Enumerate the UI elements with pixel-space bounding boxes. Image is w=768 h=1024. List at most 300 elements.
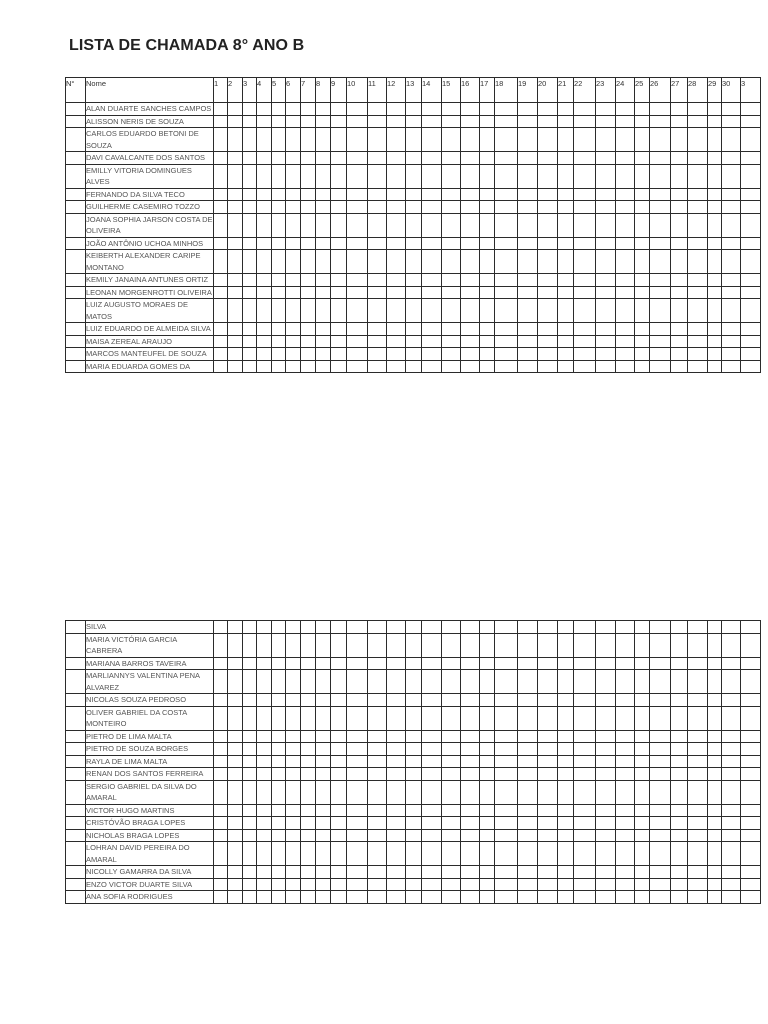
attendance-cell-day-25[interactable] (635, 633, 650, 657)
attendance-cell-day-14[interactable] (422, 706, 442, 730)
attendance-cell-day-29[interactable] (708, 201, 722, 214)
attendance-cell-day-22[interactable] (574, 730, 596, 743)
attendance-cell-day-26[interactable] (650, 213, 671, 237)
attendance-cell-day-17[interactable] (480, 115, 495, 128)
attendance-cell-day-7[interactable] (301, 348, 316, 361)
attendance-cell-day-29[interactable] (708, 633, 722, 657)
attendance-cell-day-16[interactable] (461, 115, 480, 128)
attendance-cell-day-3[interactable] (243, 657, 257, 670)
attendance-cell-day-12[interactable] (387, 633, 406, 657)
attendance-cell-day-18[interactable] (495, 730, 518, 743)
attendance-cell-day-19[interactable] (518, 743, 538, 756)
attendance-cell-day-17[interactable] (480, 633, 495, 657)
attendance-cell-day-15[interactable] (442, 250, 461, 274)
attendance-cell-day-24[interactable] (616, 250, 635, 274)
attendance-cell-day-18[interactable] (495, 348, 518, 361)
attendance-cell-day-9[interactable] (331, 829, 347, 842)
attendance-cell-day-2[interactable] (228, 164, 243, 188)
attendance-cell-day-15[interactable] (442, 633, 461, 657)
attendance-cell-day-25[interactable] (635, 335, 650, 348)
attendance-cell-day-27[interactable] (671, 755, 688, 768)
attendance-cell-day-23[interactable] (596, 633, 616, 657)
attendance-cell-day-13[interactable] (406, 213, 422, 237)
attendance-cell-day-22[interactable] (574, 633, 596, 657)
attendance-cell-day-10[interactable] (347, 657, 368, 670)
attendance-cell-day-7[interactable] (301, 755, 316, 768)
attendance-cell-day-3[interactable] (243, 250, 257, 274)
attendance-cell-day-18[interactable] (495, 780, 518, 804)
attendance-cell-day-16[interactable] (461, 323, 480, 336)
attendance-cell-day-15[interactable] (442, 842, 461, 866)
attendance-cell-day-30[interactable] (722, 188, 741, 201)
attendance-cell-day-9[interactable] (331, 878, 347, 891)
attendance-cell-day-10[interactable] (347, 621, 368, 634)
attendance-cell-day-18[interactable] (495, 188, 518, 201)
attendance-cell-day-15[interactable] (442, 274, 461, 287)
attendance-cell-day-14[interactable] (422, 829, 442, 842)
attendance-cell-day-14[interactable] (422, 103, 442, 116)
attendance-cell-day-14[interactable] (422, 891, 442, 904)
attendance-cell-day-21[interactable] (558, 768, 574, 781)
attendance-cell-day-25[interactable] (635, 286, 650, 299)
attendance-cell-day-1[interactable] (214, 730, 228, 743)
attendance-cell-day-18[interactable] (495, 360, 518, 373)
attendance-cell-day-13[interactable] (406, 348, 422, 361)
attendance-cell-day-20[interactable] (538, 768, 558, 781)
attendance-cell-day-19[interactable] (518, 103, 538, 116)
attendance-cell-day-22[interactable] (574, 768, 596, 781)
attendance-cell-day-8[interactable] (316, 621, 331, 634)
attendance-cell-day-15[interactable] (442, 891, 461, 904)
attendance-cell-day-14[interactable] (422, 768, 442, 781)
attendance-cell-day-19[interactable] (518, 213, 538, 237)
attendance-cell-day-9[interactable] (331, 323, 347, 336)
attendance-cell-day-14[interactable] (422, 780, 442, 804)
attendance-cell-day-20[interactable] (538, 348, 558, 361)
attendance-cell-day-9[interactable] (331, 164, 347, 188)
attendance-cell-day-15[interactable] (442, 348, 461, 361)
attendance-cell-day-15[interactable] (442, 657, 461, 670)
attendance-cell-day-14[interactable] (422, 633, 442, 657)
attendance-cell-day-1[interactable] (214, 128, 228, 152)
attendance-cell-day-31[interactable] (741, 348, 761, 361)
attendance-cell-day-30[interactable] (722, 201, 741, 214)
attendance-cell-day-25[interactable] (635, 164, 650, 188)
attendance-cell-day-22[interactable] (574, 360, 596, 373)
attendance-cell-day-21[interactable] (558, 286, 574, 299)
attendance-cell-day-29[interactable] (708, 335, 722, 348)
attendance-cell-day-20[interactable] (538, 730, 558, 743)
attendance-cell-day-3[interactable] (243, 891, 257, 904)
attendance-cell-day-28[interactable] (688, 348, 708, 361)
attendance-cell-day-16[interactable] (461, 164, 480, 188)
attendance-cell-day-13[interactable] (406, 804, 422, 817)
attendance-cell-day-7[interactable] (301, 670, 316, 694)
attendance-cell-day-24[interactable] (616, 152, 635, 165)
attendance-cell-day-2[interactable] (228, 250, 243, 274)
attendance-cell-day-3[interactable] (243, 755, 257, 768)
attendance-cell-day-16[interactable] (461, 201, 480, 214)
attendance-cell-day-16[interactable] (461, 633, 480, 657)
attendance-cell-day-21[interactable] (558, 670, 574, 694)
attendance-cell-day-11[interactable] (368, 213, 387, 237)
attendance-cell-day-22[interactable] (574, 829, 596, 842)
attendance-cell-day-22[interactable] (574, 842, 596, 866)
attendance-cell-day-5[interactable] (272, 866, 286, 879)
attendance-cell-day-4[interactable] (257, 323, 272, 336)
attendance-cell-day-8[interactable] (316, 743, 331, 756)
attendance-cell-day-6[interactable] (286, 360, 301, 373)
attendance-cell-day-24[interactable] (616, 768, 635, 781)
attendance-cell-day-11[interactable] (368, 188, 387, 201)
attendance-cell-day-18[interactable] (495, 694, 518, 707)
attendance-cell-day-11[interactable] (368, 201, 387, 214)
attendance-cell-day-16[interactable] (461, 348, 480, 361)
attendance-cell-day-4[interactable] (257, 213, 272, 237)
attendance-cell-day-28[interactable] (688, 164, 708, 188)
attendance-cell-day-25[interactable] (635, 670, 650, 694)
attendance-cell-day-17[interactable] (480, 730, 495, 743)
attendance-cell-day-17[interactable] (480, 213, 495, 237)
attendance-cell-day-13[interactable] (406, 829, 422, 842)
attendance-cell-day-18[interactable] (495, 878, 518, 891)
attendance-cell-day-15[interactable] (442, 323, 461, 336)
attendance-cell-day-2[interactable] (228, 323, 243, 336)
attendance-cell-day-19[interactable] (518, 670, 538, 694)
attendance-cell-day-23[interactable] (596, 286, 616, 299)
attendance-cell-day-16[interactable] (461, 730, 480, 743)
attendance-cell-day-5[interactable] (272, 335, 286, 348)
attendance-cell-day-17[interactable] (480, 128, 495, 152)
attendance-cell-day-30[interactable] (722, 128, 741, 152)
attendance-cell-day-20[interactable] (538, 694, 558, 707)
attendance-cell-day-12[interactable] (387, 250, 406, 274)
attendance-cell-day-1[interactable] (214, 866, 228, 879)
attendance-cell-day-11[interactable] (368, 706, 387, 730)
attendance-cell-day-27[interactable] (671, 804, 688, 817)
attendance-cell-day-21[interactable] (558, 335, 574, 348)
attendance-cell-day-16[interactable] (461, 360, 480, 373)
attendance-cell-day-12[interactable] (387, 201, 406, 214)
attendance-cell-day-15[interactable] (442, 103, 461, 116)
attendance-cell-day-1[interactable] (214, 755, 228, 768)
attendance-cell-day-11[interactable] (368, 286, 387, 299)
attendance-cell-day-23[interactable] (596, 348, 616, 361)
attendance-cell-day-13[interactable] (406, 633, 422, 657)
attendance-cell-day-7[interactable] (301, 299, 316, 323)
attendance-cell-day-23[interactable] (596, 768, 616, 781)
attendance-cell-day-31[interactable] (741, 164, 761, 188)
attendance-cell-day-11[interactable] (368, 274, 387, 287)
attendance-cell-day-28[interactable] (688, 188, 708, 201)
attendance-cell-day-9[interactable] (331, 103, 347, 116)
attendance-cell-day-19[interactable] (518, 286, 538, 299)
attendance-cell-day-27[interactable] (671, 891, 688, 904)
attendance-cell-day-27[interactable] (671, 128, 688, 152)
attendance-cell-day-7[interactable] (301, 323, 316, 336)
attendance-cell-day-11[interactable] (368, 817, 387, 830)
attendance-cell-day-30[interactable] (722, 878, 741, 891)
attendance-cell-day-7[interactable] (301, 103, 316, 116)
attendance-cell-day-9[interactable] (331, 237, 347, 250)
attendance-cell-day-11[interactable] (368, 891, 387, 904)
attendance-cell-day-3[interactable] (243, 348, 257, 361)
attendance-cell-day-15[interactable] (442, 866, 461, 879)
attendance-cell-day-9[interactable] (331, 633, 347, 657)
attendance-cell-day-26[interactable] (650, 152, 671, 165)
attendance-cell-day-27[interactable] (671, 730, 688, 743)
attendance-cell-day-12[interactable] (387, 804, 406, 817)
attendance-cell-day-6[interactable] (286, 152, 301, 165)
attendance-cell-day-29[interactable] (708, 694, 722, 707)
attendance-cell-day-22[interactable] (574, 115, 596, 128)
attendance-cell-day-8[interactable] (316, 657, 331, 670)
attendance-cell-day-31[interactable] (741, 299, 761, 323)
attendance-cell-day-21[interactable] (558, 213, 574, 237)
attendance-cell-day-15[interactable] (442, 335, 461, 348)
attendance-cell-day-5[interactable] (272, 128, 286, 152)
attendance-cell-day-3[interactable] (243, 213, 257, 237)
attendance-cell-day-7[interactable] (301, 164, 316, 188)
attendance-cell-day-26[interactable] (650, 286, 671, 299)
attendance-cell-day-14[interactable] (422, 348, 442, 361)
attendance-cell-day-18[interactable] (495, 274, 518, 287)
attendance-cell-day-22[interactable] (574, 878, 596, 891)
attendance-cell-day-15[interactable] (442, 829, 461, 842)
attendance-cell-day-5[interactable] (272, 188, 286, 201)
attendance-cell-day-31[interactable] (741, 323, 761, 336)
attendance-cell-day-18[interactable] (495, 335, 518, 348)
attendance-cell-day-30[interactable] (722, 323, 741, 336)
attendance-cell-day-16[interactable] (461, 128, 480, 152)
attendance-cell-day-19[interactable] (518, 360, 538, 373)
attendance-cell-day-14[interactable] (422, 128, 442, 152)
attendance-cell-day-3[interactable] (243, 829, 257, 842)
attendance-cell-day-2[interactable] (228, 188, 243, 201)
attendance-cell-day-1[interactable] (214, 706, 228, 730)
attendance-cell-day-14[interactable] (422, 237, 442, 250)
attendance-cell-day-31[interactable] (741, 621, 761, 634)
attendance-cell-day-16[interactable] (461, 237, 480, 250)
attendance-cell-day-6[interactable] (286, 299, 301, 323)
attendance-cell-day-6[interactable] (286, 201, 301, 214)
attendance-cell-day-28[interactable] (688, 201, 708, 214)
attendance-cell-day-11[interactable] (368, 780, 387, 804)
attendance-cell-day-21[interactable] (558, 164, 574, 188)
attendance-cell-day-24[interactable] (616, 842, 635, 866)
attendance-cell-day-9[interactable] (331, 201, 347, 214)
attendance-cell-day-5[interactable] (272, 152, 286, 165)
attendance-cell-day-12[interactable] (387, 323, 406, 336)
attendance-cell-day-3[interactable] (243, 842, 257, 866)
attendance-cell-day-25[interactable] (635, 694, 650, 707)
attendance-cell-day-19[interactable] (518, 348, 538, 361)
attendance-cell-day-10[interactable] (347, 817, 368, 830)
attendance-cell-day-27[interactable] (671, 103, 688, 116)
attendance-cell-day-31[interactable] (741, 730, 761, 743)
attendance-cell-day-7[interactable] (301, 286, 316, 299)
attendance-cell-day-13[interactable] (406, 188, 422, 201)
attendance-cell-day-5[interactable] (272, 299, 286, 323)
attendance-cell-day-1[interactable] (214, 237, 228, 250)
attendance-cell-day-14[interactable] (422, 335, 442, 348)
attendance-cell-day-21[interactable] (558, 730, 574, 743)
attendance-cell-day-8[interactable] (316, 730, 331, 743)
attendance-cell-day-19[interactable] (518, 188, 538, 201)
attendance-cell-day-4[interactable] (257, 286, 272, 299)
attendance-cell-day-20[interactable] (538, 829, 558, 842)
attendance-cell-day-20[interactable] (538, 842, 558, 866)
attendance-cell-day-8[interactable] (316, 250, 331, 274)
attendance-cell-day-30[interactable] (722, 842, 741, 866)
attendance-cell-day-11[interactable] (368, 866, 387, 879)
attendance-cell-day-5[interactable] (272, 213, 286, 237)
attendance-cell-day-13[interactable] (406, 866, 422, 879)
attendance-cell-day-16[interactable] (461, 804, 480, 817)
attendance-cell-day-25[interactable] (635, 323, 650, 336)
attendance-cell-day-14[interactable] (422, 694, 442, 707)
attendance-cell-day-14[interactable] (422, 743, 442, 756)
attendance-cell-day-30[interactable] (722, 115, 741, 128)
attendance-cell-day-29[interactable] (708, 829, 722, 842)
attendance-cell-day-22[interactable] (574, 237, 596, 250)
attendance-cell-day-30[interactable] (722, 730, 741, 743)
attendance-cell-day-22[interactable] (574, 866, 596, 879)
attendance-cell-day-14[interactable] (422, 360, 442, 373)
attendance-cell-day-1[interactable] (214, 780, 228, 804)
attendance-cell-day-20[interactable] (538, 633, 558, 657)
attendance-cell-day-11[interactable] (368, 804, 387, 817)
attendance-cell-day-30[interactable] (722, 670, 741, 694)
attendance-cell-day-10[interactable] (347, 730, 368, 743)
attendance-cell-day-7[interactable] (301, 250, 316, 274)
attendance-cell-day-27[interactable] (671, 201, 688, 214)
attendance-cell-day-10[interactable] (347, 286, 368, 299)
attendance-cell-day-30[interactable] (722, 817, 741, 830)
attendance-cell-day-5[interactable] (272, 621, 286, 634)
attendance-cell-day-2[interactable] (228, 878, 243, 891)
attendance-cell-day-16[interactable] (461, 250, 480, 274)
attendance-cell-day-13[interactable] (406, 755, 422, 768)
attendance-cell-day-27[interactable] (671, 768, 688, 781)
attendance-cell-day-31[interactable] (741, 743, 761, 756)
attendance-cell-day-30[interactable] (722, 250, 741, 274)
attendance-cell-day-7[interactable] (301, 360, 316, 373)
attendance-cell-day-26[interactable] (650, 730, 671, 743)
attendance-cell-day-2[interactable] (228, 829, 243, 842)
attendance-cell-day-14[interactable] (422, 250, 442, 274)
attendance-cell-day-25[interactable] (635, 360, 650, 373)
attendance-cell-day-7[interactable] (301, 743, 316, 756)
attendance-cell-day-17[interactable] (480, 237, 495, 250)
attendance-cell-day-11[interactable] (368, 730, 387, 743)
attendance-cell-day-9[interactable] (331, 842, 347, 866)
attendance-cell-day-8[interactable] (316, 201, 331, 214)
attendance-cell-day-14[interactable] (422, 866, 442, 879)
attendance-cell-day-4[interactable] (257, 103, 272, 116)
attendance-cell-day-25[interactable] (635, 817, 650, 830)
attendance-cell-day-31[interactable] (741, 286, 761, 299)
attendance-cell-day-16[interactable] (461, 152, 480, 165)
attendance-cell-day-21[interactable] (558, 817, 574, 830)
attendance-cell-day-19[interactable] (518, 829, 538, 842)
attendance-cell-day-29[interactable] (708, 250, 722, 274)
attendance-cell-day-30[interactable] (722, 360, 741, 373)
attendance-cell-day-22[interactable] (574, 817, 596, 830)
attendance-cell-day-31[interactable] (741, 128, 761, 152)
attendance-cell-day-13[interactable] (406, 706, 422, 730)
attendance-cell-day-24[interactable] (616, 348, 635, 361)
attendance-cell-day-2[interactable] (228, 299, 243, 323)
attendance-cell-day-30[interactable] (722, 164, 741, 188)
attendance-cell-day-28[interactable] (688, 103, 708, 116)
attendance-cell-day-5[interactable] (272, 164, 286, 188)
attendance-cell-day-29[interactable] (708, 755, 722, 768)
attendance-cell-day-25[interactable] (635, 866, 650, 879)
attendance-cell-day-29[interactable] (708, 188, 722, 201)
attendance-cell-day-1[interactable] (214, 164, 228, 188)
attendance-cell-day-4[interactable] (257, 115, 272, 128)
attendance-cell-day-22[interactable] (574, 335, 596, 348)
attendance-cell-day-31[interactable] (741, 842, 761, 866)
attendance-cell-day-21[interactable] (558, 804, 574, 817)
attendance-cell-day-20[interactable] (538, 103, 558, 116)
attendance-cell-day-30[interactable] (722, 237, 741, 250)
attendance-cell-day-2[interactable] (228, 817, 243, 830)
attendance-cell-day-29[interactable] (708, 804, 722, 817)
attendance-cell-day-29[interactable] (708, 348, 722, 361)
attendance-cell-day-9[interactable] (331, 360, 347, 373)
attendance-cell-day-20[interactable] (538, 891, 558, 904)
attendance-cell-day-29[interactable] (708, 128, 722, 152)
attendance-cell-day-31[interactable] (741, 250, 761, 274)
attendance-cell-day-1[interactable] (214, 152, 228, 165)
attendance-cell-day-23[interactable] (596, 706, 616, 730)
attendance-cell-day-8[interactable] (316, 164, 331, 188)
attendance-cell-day-5[interactable] (272, 878, 286, 891)
attendance-cell-day-9[interactable] (331, 348, 347, 361)
attendance-cell-day-19[interactable] (518, 706, 538, 730)
attendance-cell-day-22[interactable] (574, 250, 596, 274)
attendance-cell-day-13[interactable] (406, 730, 422, 743)
attendance-cell-day-2[interactable] (228, 274, 243, 287)
attendance-cell-day-2[interactable] (228, 743, 243, 756)
attendance-cell-day-3[interactable] (243, 274, 257, 287)
attendance-cell-day-6[interactable] (286, 237, 301, 250)
attendance-cell-day-21[interactable] (558, 829, 574, 842)
attendance-cell-day-5[interactable] (272, 348, 286, 361)
attendance-cell-day-27[interactable] (671, 299, 688, 323)
attendance-cell-day-29[interactable] (708, 286, 722, 299)
attendance-cell-day-1[interactable] (214, 188, 228, 201)
attendance-cell-day-17[interactable] (480, 188, 495, 201)
attendance-cell-day-4[interactable] (257, 891, 272, 904)
attendance-cell-day-3[interactable] (243, 360, 257, 373)
attendance-cell-day-13[interactable] (406, 237, 422, 250)
attendance-cell-day-25[interactable] (635, 878, 650, 891)
attendance-cell-day-22[interactable] (574, 164, 596, 188)
attendance-cell-day-16[interactable] (461, 706, 480, 730)
attendance-cell-day-28[interactable] (688, 780, 708, 804)
attendance-cell-day-30[interactable] (722, 335, 741, 348)
attendance-cell-day-4[interactable] (257, 866, 272, 879)
attendance-cell-day-27[interactable] (671, 706, 688, 730)
attendance-cell-day-7[interactable] (301, 817, 316, 830)
attendance-cell-day-12[interactable] (387, 817, 406, 830)
attendance-cell-day-23[interactable] (596, 730, 616, 743)
attendance-cell-day-10[interactable] (347, 780, 368, 804)
attendance-cell-day-29[interactable] (708, 866, 722, 879)
